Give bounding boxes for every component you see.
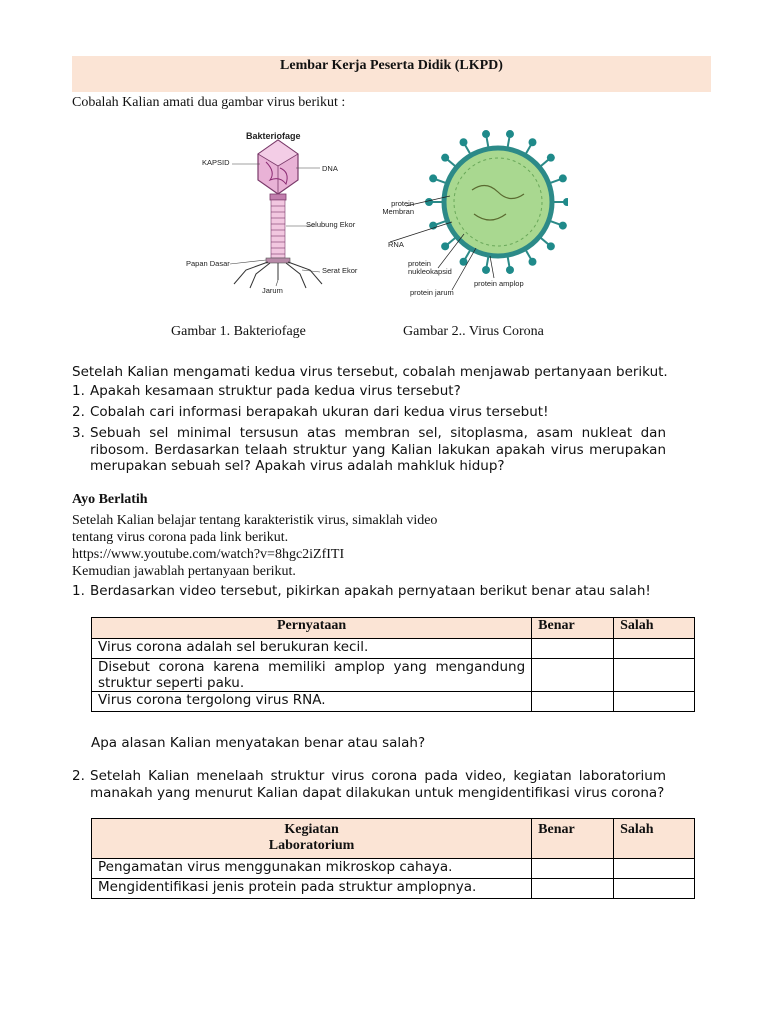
label-protein-jarum: protein jarum — [410, 288, 454, 297]
spike-head — [429, 174, 437, 182]
label-protein-amplop: protein amplop — [474, 279, 524, 288]
spike-stalk — [465, 250, 470, 259]
question-1-num: 1. — [72, 383, 85, 399]
spike-head — [529, 138, 537, 146]
label-kapsid: KAPSID — [202, 158, 230, 167]
salah-cell[interactable] — [614, 659, 695, 692]
question-2-num: 2. — [72, 404, 85, 420]
label-jarum: Jarum — [262, 286, 283, 295]
header-pernyataan: Pernyataan — [92, 618, 532, 639]
section2-heading: Ayo Berlatih — [72, 492, 148, 507]
spike-head — [559, 174, 567, 182]
benar-cell[interactable] — [532, 879, 614, 899]
spike-head — [529, 258, 537, 266]
spike-stalk — [436, 179, 445, 182]
spike-head — [506, 266, 514, 274]
figure-virus-corona — [368, 130, 568, 305]
spike-stalk — [508, 137, 510, 147]
spike-stalk — [487, 137, 489, 147]
spike-stalk — [508, 257, 510, 267]
benar-cell[interactable] — [532, 639, 614, 659]
figure-bakteriofage — [180, 128, 370, 303]
practice-q2-num: 2. — [72, 768, 85, 784]
table-header-row — [92, 819, 695, 859]
table-row — [92, 639, 695, 659]
bakteriofage-illustration — [180, 128, 370, 303]
question-2-text: Cobalah cari informasi berapakah ukuran dari kedua virus tersebut! — [90, 404, 549, 420]
spike-head — [506, 130, 514, 138]
spike-stalk — [541, 160, 549, 166]
spike-head — [559, 222, 567, 230]
spike-head — [441, 242, 449, 250]
section2-line-2: tentang virus corona pada link berikut. — [72, 530, 289, 545]
lab-activity-table — [91, 818, 695, 899]
benar-cell[interactable] — [532, 859, 614, 879]
page-title: Lembar Kerja Peserta Didik (LKPD) — [280, 58, 503, 73]
table-row — [92, 879, 695, 899]
statement-cell: Disebut corona karena memiliki amplop yang mengandung struktur seperti paku. — [92, 659, 532, 692]
salah-cell[interactable] — [614, 692, 695, 712]
question-3-text: Sebuah sel minimal tersusun atas membran sel, sitoplasma, asam nukleat dan ribosom. Berdasarkan telaah struktur yang Kalian lakukan apakah virus merupakan merupakan sebuah sel? Apakah virus adalah mahkluk hidup? — [90, 425, 666, 474]
spike-head — [482, 130, 490, 138]
section1-lead: Setelah Kalian mengamati kedua virus tersebut, cobalah menjawab pertanyaan berikut. — [72, 364, 668, 380]
spike-head — [482, 266, 490, 274]
spike-stalk — [551, 221, 560, 224]
practice-q1-text: Berdasarkan video tersebut, pikirkan apakah pernyataan berikut benar atau salah! — [90, 583, 651, 599]
label-serat-ekor: Serat Ekor — [322, 266, 358, 275]
spike-stalk — [526, 250, 531, 259]
question-3-num: 3. — [72, 425, 85, 441]
label-papan-dasar: Papan Dasar — [186, 259, 230, 268]
table-header-row — [92, 618, 695, 639]
spike-stalk — [436, 221, 445, 224]
salah-cell[interactable] — [614, 859, 695, 879]
spike-stalk — [487, 257, 489, 267]
spike-stalk — [447, 238, 455, 244]
spike-stalk — [526, 145, 531, 154]
spike-stalk — [551, 179, 560, 182]
practice-q2-text: Setelah Kalian menelaah struktur virus corona pada video, kegiatan laboratorium manakah yang menurut Kalian dapat dilakukan untuk mengidentifikasi virus corona? — [90, 768, 666, 801]
spike-head — [441, 154, 449, 162]
spike-head — [563, 198, 568, 206]
label-rna: RNA — [388, 240, 404, 249]
spike-stalk — [465, 145, 470, 154]
practice-q1-num: 1. — [72, 583, 85, 599]
activity-cell: Mengidentifikasi jenis protein pada struktur amplopnya. — [92, 879, 532, 899]
spike-stalk — [447, 160, 455, 166]
fig1-title: Bakteriofage — [246, 131, 301, 141]
question-1-text: Apakah kesamaan struktur pada kedua virus tersebut? — [90, 383, 461, 399]
section2-line-1: Setelah Kalian belajar tentang karakteristik virus, simaklah video — [72, 513, 438, 528]
statement-cell: Virus corona tergolong virus RNA. — [92, 692, 532, 712]
benar-cell[interactable] — [532, 692, 614, 712]
intro-text: Cobalah Kalian amati dua gambar virus berikut : — [72, 95, 346, 110]
table-row — [92, 692, 695, 712]
header-salah: Salah — [614, 618, 695, 639]
statement-cell: Virus corona adalah sel berukuran kecil. — [92, 639, 532, 659]
salah-cell[interactable] — [614, 639, 695, 659]
statement-table — [91, 617, 695, 712]
video-link[interactable]: https://www.youtube.com/watch?v=8hgc2iZfITI — [72, 547, 345, 562]
label-selubung-ekor: Selubung Ekor — [306, 220, 356, 229]
table-row — [92, 859, 695, 879]
header-kegiatan: Kegiatan Laboratorium — [92, 819, 532, 859]
activity-cell: Pengamatan virus menggunakan mikroskop cahaya. — [92, 859, 532, 879]
benar-cell[interactable] — [532, 659, 614, 692]
label-dna: DNA — [322, 164, 338, 173]
salah-cell[interactable] — [614, 879, 695, 899]
section2-line-4: Kemudian jawablah pertanyaan berikut. — [72, 564, 296, 579]
spike-head — [425, 198, 433, 206]
spike-head — [460, 138, 468, 146]
header-salah: Salah — [614, 819, 695, 859]
label-protein-membran: protein Membran — [382, 199, 414, 216]
caption-figure-1: Gambar 1. Bakteriofage — [171, 324, 306, 339]
spike-head — [547, 154, 555, 162]
header-benar: Benar — [532, 618, 614, 639]
label-protein-nukleokapsid: protein nukleokapsid — [408, 259, 452, 276]
reason-prompt: Apa alasan Kalian menyatakan benar atau salah? — [91, 735, 426, 751]
spike-head — [547, 242, 555, 250]
spike-stalk — [541, 238, 549, 244]
caption-figure-2: Gambar 2.. Virus Corona — [403, 324, 544, 339]
table-row — [92, 659, 695, 692]
header-benar: Benar — [532, 819, 614, 859]
corona-illustration — [368, 130, 568, 305]
